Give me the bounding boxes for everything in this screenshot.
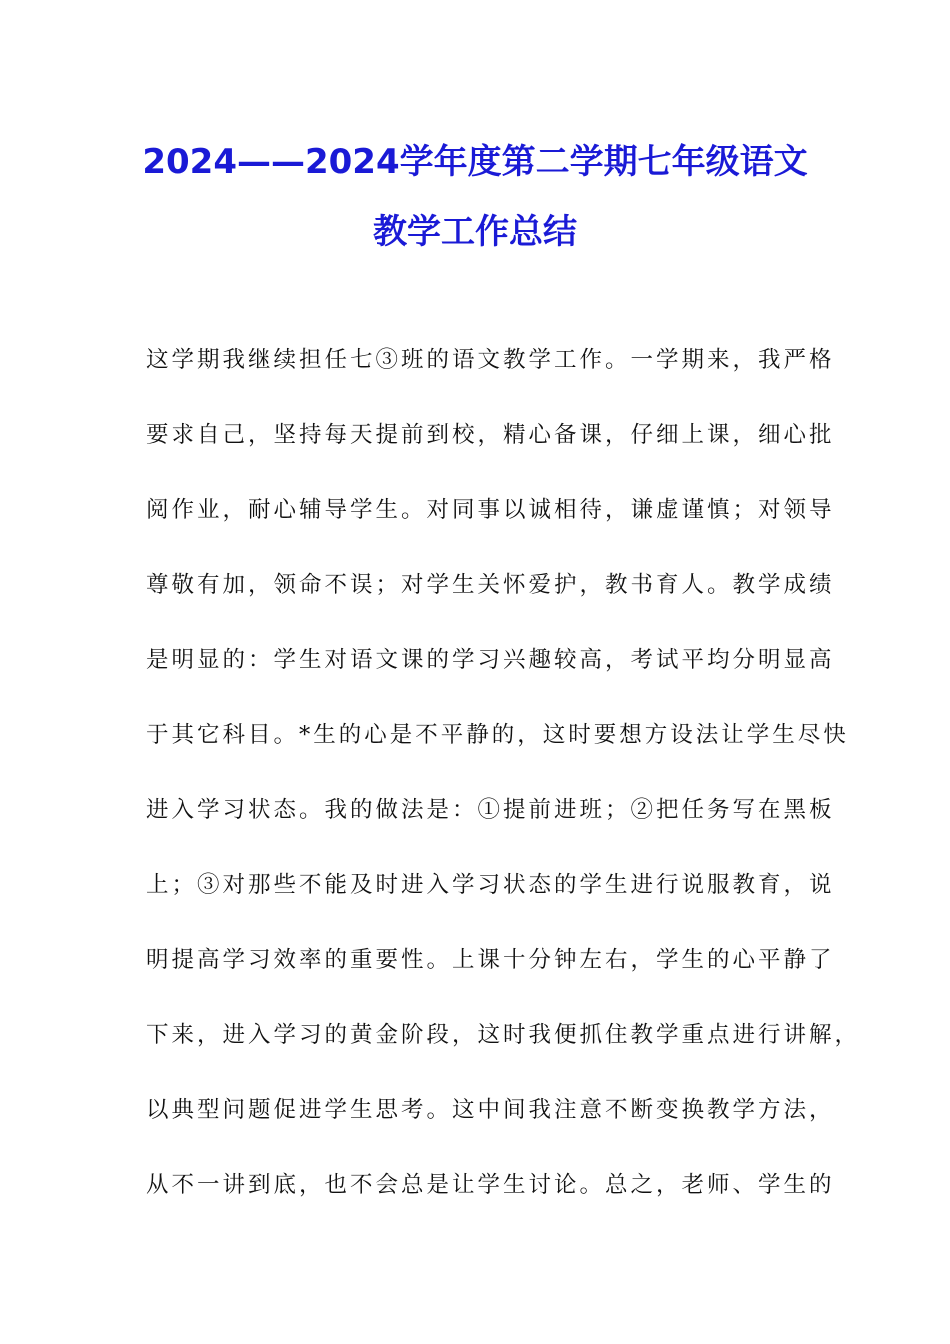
body-line: 明提高学习效率的重要性。上课十分钟左右，学生的心平静了 xyxy=(146,947,835,973)
body-line: 阅作业，耐心辅导学生。对同事以诚相待，谦虚谨慎；对领导 xyxy=(146,497,835,523)
body-line: 下来，进入学习的黄金阶段，这时我便抓住教学重点进行讲解， xyxy=(146,1022,861,1048)
document-title-line-2: 教学工作总结 xyxy=(373,212,577,252)
body-line: 是明显的：学生对语文课的学习兴趣较高，考试平均分明显高 xyxy=(146,647,835,673)
document-body xyxy=(146,336,861,1236)
body-line: 上；③对那些不能及时进入学习状态的学生进行说服教育，说 xyxy=(146,872,835,898)
body-line: 于其它科目。*生的心是不平静的，这时要想方设法让学生尽快 xyxy=(146,722,849,748)
body-line: 要求自己，坚持每天提前到校，精心备课，仔细上课，细心批 xyxy=(146,422,835,448)
body-line: 尊敬有加，领命不误；对学生关怀爱护，教书育人。教学成绩 xyxy=(146,572,835,598)
body-line: 从不一讲到底，也不会总是让学生讨论。总之，老师、学生的 xyxy=(146,1172,835,1198)
body-line: 以典型问题促进学生思考。这中间我注意不断变换教学方法， xyxy=(146,1097,835,1123)
body-line: 进入学习状态。我的做法是：①提前进班；②把任务写在黑板 xyxy=(146,797,835,823)
document-title-line-1: 2024——2024学年度第二学期七年级语文 xyxy=(142,142,808,182)
body-line: 这学期我继续担任七③班的语文教学工作。一学期来，我严格 xyxy=(146,347,835,373)
